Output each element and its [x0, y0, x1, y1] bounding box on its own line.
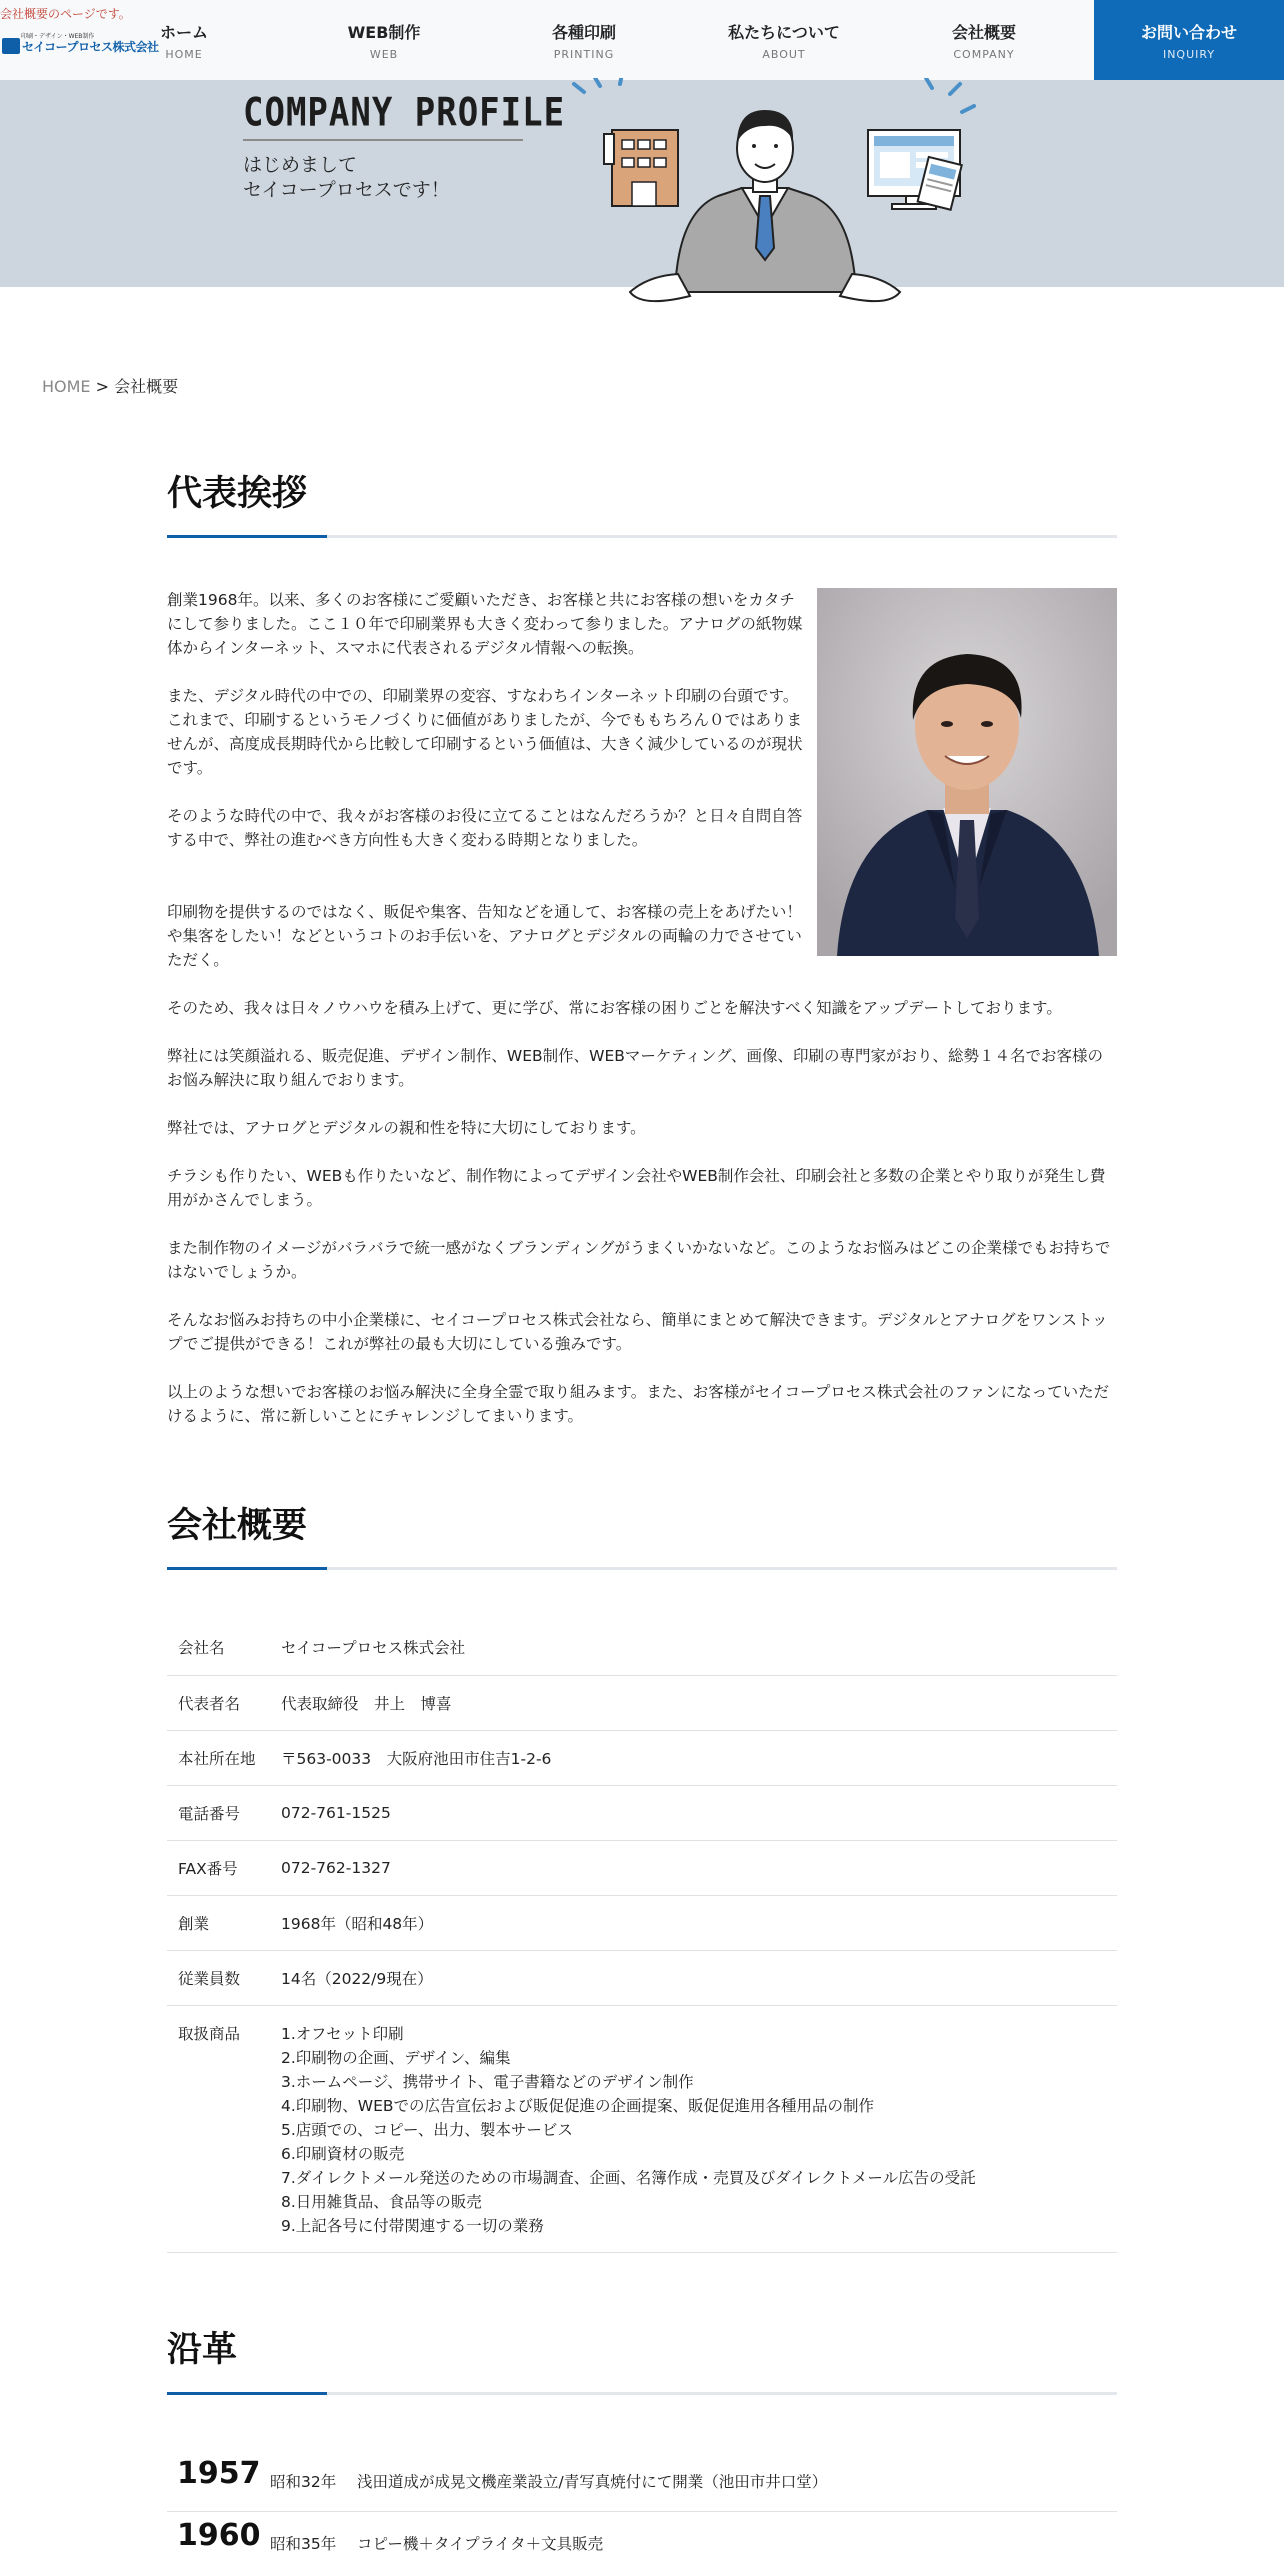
logo-mark-icon: [2, 38, 20, 54]
inquiry-label: お問い合わせ: [1140, 23, 1237, 42]
row-label: 本社所在地: [167, 1730, 281, 1785]
nav-about[interactable]: [709, 20, 859, 61]
company-divider: [167, 1567, 1117, 1570]
hero-title: COMPANY PROFILE: [243, 90, 566, 136]
nav-printing-label: 各種印刷: [551, 23, 616, 42]
history-year: 1960: [177, 2518, 261, 2553]
greeting-paragraph: また制作物のイメージがバラバラで統一感がなくブランディングがうまくいかないなど。このようなお悩みはどこの企業様でもお持ちではないでしょうか。: [167, 1239, 1111, 1281]
greeting-paragraph: 弊社には笑顔溢れる、販売促進、デザイン制作、WEB制作、WEBマーケティング、画像、印刷の専門家がおり、総勢１４名でお客様のお悩み解決に取り組んでおります。: [167, 1047, 1103, 1089]
hero-subtitle-1: はじめまして: [243, 154, 358, 176]
table-row: [167, 1895, 1117, 1950]
table-row: [167, 1840, 1117, 1895]
breadcrumb-separator: >: [90, 377, 115, 396]
product-item: 8.日用雑貨品、食品等の販売: [281, 2192, 482, 2211]
greeting-paragraph: 創業1968年。以来、多くのお客様にご愛顧いただき、お客様と共にお客様の想いをカタチにして参りました。ここ１０年で印刷業界も大きく変わって参りました。アナログの紙物媒体からインターネット、スマホに代表されるデジタル情報への転換。: [167, 591, 803, 657]
product-item: 2.印刷物の企画、デザイン、編集: [281, 2048, 511, 2067]
breadcrumb: [42, 374, 178, 397]
nav-printing[interactable]: [509, 20, 659, 61]
table-row: [167, 1620, 1117, 1675]
nav-web-sub: WEB: [369, 48, 399, 61]
table-row: [167, 1785, 1117, 1840]
greeting-paragraph: そんなお悩みお持ちの中小企業様に、セイコープロセス株式会社なら、簡単にまとめて解決できます。デジタルとアナログをワンストップでご提供ができる！これが弊社の最も大切にしている強みです。: [167, 1311, 1108, 1353]
inquiry-sub: INQUIRY: [1162, 48, 1216, 61]
greeting-title: 代表挨拶: [167, 474, 308, 514]
company-table: [167, 1620, 1117, 2253]
nav-home[interactable]: [109, 20, 259, 61]
greeting-paragraph: 弊社では、アナログとデジタルの親和性を特に大切にしております。: [167, 1119, 646, 1137]
inquiry-button[interactable]: [1094, 0, 1284, 80]
table-row: [167, 1730, 1117, 1785]
table-row: [167, 2005, 1117, 2252]
history-divider: [167, 2392, 1117, 2395]
sparkle-right-icon: [926, 78, 974, 112]
history-year: 1957: [177, 2456, 261, 2491]
row-label: 創業: [167, 1895, 281, 1950]
product-item: 3.ホームページ、携帯サイト、電子書籍などのデザイン制作: [281, 2072, 694, 2091]
nav-home-label: ホーム: [159, 23, 208, 42]
products-list: [281, 2005, 1117, 2252]
nav-about-sub: ABOUT: [762, 48, 806, 61]
history-title: 沿革: [167, 2330, 238, 2370]
row-label: 電話番号: [167, 1785, 281, 1840]
sparkle-left-icon: [574, 78, 622, 92]
product-item: 1.オフセット印刷: [281, 2024, 404, 2043]
row-value: 072-762-1327: [281, 1840, 1117, 1895]
history-row: [167, 2450, 1117, 2512]
history-era: 昭和32年: [270, 2473, 337, 2491]
row-label: 代表者名: [167, 1675, 281, 1730]
row-label: 従業員数: [167, 1950, 281, 2005]
product-item: 5.店頭での、コピー、出力、製本サービス: [281, 2120, 573, 2139]
table-row: [167, 1675, 1117, 1730]
row-label: 取扱商品: [167, 2005, 281, 2252]
nav-company[interactable]: [909, 20, 1059, 61]
nav-printing-sub: PRINTING: [553, 48, 615, 61]
nav-home-sub: HOME: [165, 48, 203, 61]
breadcrumb-home[interactable]: HOME: [42, 377, 91, 396]
history-row: [167, 2512, 1117, 2568]
nav-web-label: WEB制作: [347, 23, 421, 42]
nav-web[interactable]: [309, 20, 459, 61]
site-header: [0, 0, 1284, 80]
logo-tagline: 印刷・デザイン・WEB制作: [21, 33, 95, 40]
row-value: 〒563-0033 大阪府池田市住吉1-2-6: [281, 1730, 1117, 1785]
greeting-paragraph: チラシも作りたい、WEBも作りたいなど、制作物によってデザイン会社やWEB制作会社、印刷会社と多数の企業とやり取りが発生し費用がかさんでしまう。: [167, 1167, 1106, 1209]
nav-about-label: 私たちについて: [728, 23, 840, 42]
nav-company-label: 会社概要: [951, 23, 1016, 42]
row-value: 代表取締役 井上 博喜: [281, 1675, 1117, 1730]
row-value: 1968年（昭和48年）: [281, 1895, 1117, 1950]
greeting-paragraph: 印刷物を提供するのではなく、販促や集客、告知などを通して、お客様の売上をあげたい！や集客をしたい！などというコトのお手伝いを、アナログとデジタルの両輪の力でさせていただく。: [167, 903, 802, 969]
greeting-paragraph: 以上のような想いでお客様のお悩み解決に全身全霊で取り組みます。また、お客様がセイコープロセス株式会社のファンになっていただけるように、常に新しいことにチャレンジしてまいります。: [167, 1383, 1110, 1425]
history-event: 浅田道成が成晃文機産業設立/青写真焼付にて開業（池田市井口堂）: [357, 2473, 828, 2491]
product-item: 9.上記各号に付帯関連する一切の業務: [281, 2216, 544, 2235]
history-event: コピー機＋タイプライタ＋文具販売: [357, 2535, 604, 2553]
building-icon: [604, 130, 678, 206]
row-label: 会社名: [167, 1620, 281, 1675]
row-value: セイコープロセス株式会社: [281, 1620, 1117, 1675]
breadcrumb-current: 会社概要: [114, 377, 179, 396]
greeting-paragraph: そのような時代の中で、我々がお客様のお役に立てることはなんだろうか？と日々自問自答する中で、弊社の進むべき方向性も大きく変わる時期となりました。: [167, 807, 803, 849]
company-title: 会社概要: [167, 1506, 308, 1546]
row-label: FAX番号: [167, 1840, 281, 1895]
hero-subtitle-2: セイコープロセスです！: [243, 179, 450, 201]
logo-name: セイコープロセス株式会社: [22, 40, 159, 54]
greeting-divider: [167, 535, 1117, 538]
ceo-portrait: [817, 588, 1117, 956]
greeting-paragraph: また、デジタル時代の中での、印刷業界の変容、すなわちインターネット印刷の台頭です。これまで、印刷するというモノづくりに価値がありましたが、今でももちろん０ではありませんが、高度成長期時代から比較して印刷するという価値は、大きく減少しているのが現状です。: [167, 687, 803, 777]
product-item: 4.印刷物、WEBでの広告宣伝および販促促進の企画提案、販促促進用各種用品の制作: [281, 2096, 875, 2115]
row-value: 14名（2022/9現在）: [281, 1950, 1117, 2005]
greeting-paragraph: そのため、我々は日々ノウハウを積み上げて、更に学び、常にお客様の困りごとを解決すべく知識をアップデートしております。: [167, 999, 1062, 1017]
nav-company-sub: COMPANY: [953, 48, 1015, 61]
product-item: 7.ダイレクトメール発送のための市場調査、企画、名簿作成・売買及びダイレクトメール広告の受託: [281, 2168, 976, 2187]
top-notice: 会社概要のページです。: [0, 7, 131, 21]
hero-illustration: [570, 78, 1000, 320]
monitor-icon: [868, 130, 962, 210]
row-value: 072-761-1525: [281, 1785, 1117, 1840]
hero-divider: [243, 139, 523, 141]
history-era: 昭和35年: [270, 2535, 337, 2553]
table-row: [167, 1950, 1117, 2005]
product-item: 6.印刷資材の販売: [281, 2144, 405, 2163]
